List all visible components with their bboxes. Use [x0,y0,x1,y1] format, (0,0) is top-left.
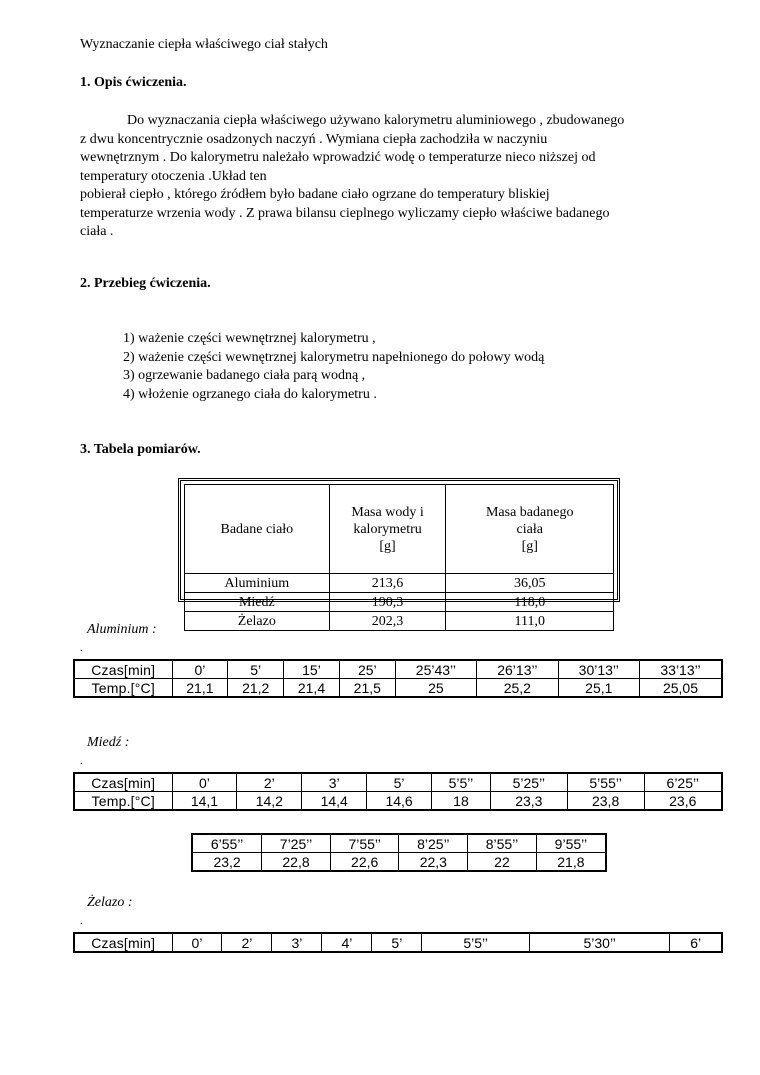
time-cell: 25’43’’ [395,660,476,679]
time-cell: 5’55’’ [567,773,644,792]
time-row [192,834,606,853]
time-cell: 8’25’’ [399,834,468,853]
temp-cell: 25,2 [477,679,558,698]
row-label: Czas[min] [74,933,172,952]
temp-cell: 23,8 [567,792,644,811]
header-cell: Badane ciało [185,485,330,574]
dot-marker: . [80,916,83,927]
section-1-paragraph [80,112,720,242]
paragraph-line: z dwu koncentrycznie osadzonych naczyń . Wymiana ciepła zachodziła w naczyniu [80,131,548,147]
temp-row [74,679,722,698]
time-row [74,660,722,679]
table-header-row [185,485,614,574]
time-cell: 26’13’’ [477,660,558,679]
paragraph-line: pobierał ciepło , którego źródłem było badane ciało ogrzane do temperatury bliskiej [80,187,550,202]
time-cell: 15’ [284,660,340,679]
temp-row [74,792,722,811]
header-cell [446,485,614,574]
header-unit: [g] [521,538,538,554]
time-cell: 3’ [302,773,367,792]
time-cell: 5’5’’ [432,773,491,792]
time-cell: 5’5’’ [422,933,530,952]
time-cell: 33’13’’ [640,660,723,679]
header-line: kalorymetru [353,521,422,537]
table-cell: 118,0 [446,593,614,612]
time-row [74,933,722,952]
temp-row [192,853,606,872]
time-cell: 0’ [172,773,237,792]
temp-cell: 21,8 [536,853,606,872]
measurement-table [184,484,614,631]
aluminium-table [73,659,723,698]
steps-list [123,330,544,404]
time-cell: 5’30’’ [530,933,670,952]
table-row [185,574,614,593]
miedz-table-continued [191,833,607,872]
step-item: 4) włożenie ogrzanego ciała do kalorymetru . [123,386,377,402]
table-cell: Żelazo [185,612,330,631]
time-cell: 2’ [222,933,272,952]
paragraph-line: wewnętrznym . Do kalorymetru należało wprowadzić wodę o temperaturze nieco niższej od [80,150,596,165]
step-item: 2) ważenie części wewnętrznej kalorymetru napełnionego do połowy wodą [123,349,545,365]
temp-cell: 25 [395,679,476,698]
paragraph-line: Do wyznaczania ciepła właściwego używano kalorymetru aluminiowego , zbudowanego [127,113,625,128]
zelazo-table [73,932,723,953]
aluminium-label: Aluminium : [87,622,157,637]
time-cell: 6’55’’ [192,834,262,853]
table-cell: 36,05 [446,574,614,593]
time-cell: 3’ [272,933,322,952]
temp-cell: 14,1 [172,792,237,811]
temp-cell: 22,8 [262,853,331,872]
temp-cell: 21,5 [339,679,395,698]
table-cell: 190,3 [329,593,446,612]
temp-cell: 22 [468,853,537,872]
temp-cell: 22,3 [399,853,468,872]
time-cell: 30’13’’ [558,660,639,679]
temp-cell: 23,6 [644,792,722,811]
temp-cell: 14,2 [237,792,302,811]
temp-cell: 23,3 [490,792,567,811]
table-row [185,612,614,631]
header-line: Masa wody i [351,504,424,520]
temp-cell: 21,4 [284,679,340,698]
table-cell: 111,0 [446,612,614,631]
time-row [74,773,722,792]
dot-marker: . [80,756,83,767]
temp-cell: 14,4 [302,792,367,811]
miedz-table [73,772,723,811]
row-label: Czas[min] [74,773,172,792]
step-item: 3) ogrzewanie badanego ciała parą wodną , [123,368,366,383]
time-cell: 7’55’’ [330,834,399,853]
row-label: Czas[min] [74,660,172,679]
step-item: 1) ważenie części wewnętrznej kalorymetru , [123,331,376,346]
time-cell: 9’55’’ [536,834,606,853]
section-3-heading: 3. Tabela pomiarów. [80,442,201,457]
temp-cell: 23,2 [192,853,262,872]
time-cell: 7’25’’ [262,834,331,853]
temp-cell: 21,1 [172,679,228,698]
paragraph-line: ciała . [80,224,114,239]
section-1-heading: 1. Opis ćwiczenia. [80,75,187,90]
table-cell: 202,3 [329,612,446,631]
table-cell: Aluminium [185,574,330,593]
dot-marker: . [80,643,83,654]
zelazo-label: Żelazo : [87,895,133,910]
paragraph-line: temperaturze wrzenia wody . Z prawa bilansu cieplnego wyliczamy ciepło właściwe badanego [80,205,610,221]
header-line: Masa badanego [485,504,574,520]
time-cell: 6’25’’ [644,773,722,792]
temp-cell: 25,05 [640,679,723,698]
table-row [185,593,614,612]
time-cell: 0’ [172,933,222,952]
temp-cell: 18 [432,792,491,811]
time-cell: 5’25’’ [490,773,567,792]
time-cell: 4’ [322,933,372,952]
time-cell: 8’55’’ [468,834,537,853]
row-label: Temp.[°C] [74,792,172,811]
time-cell: 5’ [367,773,432,792]
temp-cell: 21,2 [228,679,284,698]
time-cell: 25’ [339,660,395,679]
table-cell: Miedź [185,593,330,612]
measurement-table-frame [178,478,620,629]
time-cell: 5’ [372,933,422,952]
time-cell: 2’ [237,773,302,792]
document-title: Wyznaczanie ciepła właściwego ciał stałych [80,37,328,52]
temp-cell: 14,6 [367,792,432,811]
header-unit: [g] [379,538,396,554]
time-cell: 5’ [228,660,284,679]
section-2-heading: 2. Przebieg ćwiczenia. [80,276,211,291]
row-label: Temp.[°C] [74,679,172,698]
temp-cell: 22,6 [330,853,399,872]
time-cell: 0’ [172,660,228,679]
header-line: ciała [516,521,543,537]
miedz-label: Miedź : [87,735,130,750]
paragraph-line: temperatury otoczenia .Układ ten [80,168,267,184]
temp-cell: 25,1 [558,679,639,698]
header-cell [329,485,446,574]
table-cell: 213,6 [329,574,446,593]
time-cell: 6’ [670,933,722,952]
